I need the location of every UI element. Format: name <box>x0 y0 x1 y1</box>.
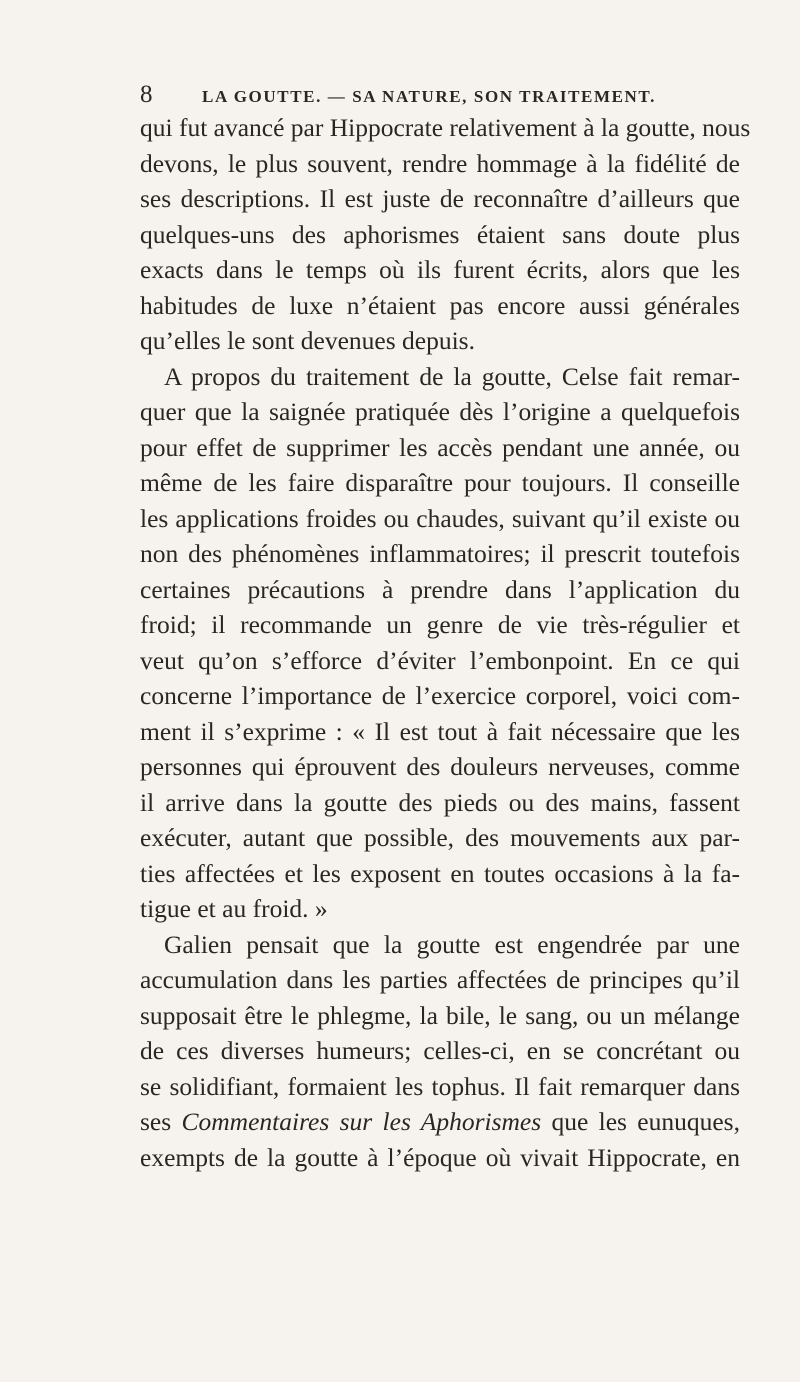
text-line: certaines précautions à prendre dans l’application du <box>140 574 740 604</box>
text-line: ses descriptions. Il est juste de reconnaître d’ailleurs que <box>140 184 740 213</box>
text-line: habitudes de luxe n’étaient pas encore aussi générales <box>140 290 740 320</box>
text-line: qu’elles le sont devenues depuis. <box>140 326 475 355</box>
text-line-with-italic-title <box>140 1104 740 1140</box>
text-line: il arrive dans la goutte des pieds ou des mains, fassent <box>140 787 740 817</box>
text-line: même de les faire disparaître pour toujours. Il conseille <box>140 468 740 497</box>
text-line: ties affectées et les exposent en toutes occasions à la fa- <box>140 858 740 888</box>
text-segment: ses <box>140 1107 182 1136</box>
running-head <box>140 80 740 110</box>
text-line: qui fut avancé par Hippocrate relativement à la goutte, nous <box>140 113 751 142</box>
text-line: ment il s’exprime : « Il est tout à fait nécessaire que les <box>140 716 740 746</box>
text-line: accumulation dans les parties affectées de principes qu’il <box>140 965 740 994</box>
text-segment: que les eunuques, <box>541 1107 740 1136</box>
text-line: exacts dans le temps où ils furent écrits, alors que les <box>140 255 740 284</box>
text-line: exécuter, autant que possible, des mouvements aux par- <box>140 823 740 852</box>
text-line: de ces diverses humeurs; celles-ci, en se concrétant ou <box>140 1036 740 1065</box>
text-line: concerne l’importance de l’exercice corporel, voici com- <box>140 681 740 710</box>
text-line: non des phénomènes inflammatoires; il prescrit toutefois <box>140 539 740 568</box>
body-text <box>140 110 751 1175</box>
text-line: se solidifiant, formaient les tophus. Il fait remarquer dans <box>140 1071 740 1101</box>
text-line: personnes qui éprouvent des douleurs nerveuses, comme <box>140 752 740 781</box>
text-line: A propos du traitement de la goutte, Celse fait remar- <box>164 361 740 391</box>
text-line: tigue et au froid. » <box>140 894 328 923</box>
page-number: 8 <box>140 81 153 108</box>
text-line: les applications froides ou chaudes, suivant qu’il existe ou <box>140 503 740 533</box>
italic-book-title: Commentaires sur les Aphorismes <box>181 1107 542 1136</box>
text-line: pour effet de supprimer les accès pendant une année, ou <box>140 432 740 462</box>
text-line: quelques-uns des aphorismes étaient sans doute plus <box>140 219 740 249</box>
text-line: veut qu’on s’efforce d’éviter l’embonpoint. En ce qui <box>140 645 740 675</box>
text-line: devons, le plus souvent, rendre hommage à la fidélité de <box>140 148 740 178</box>
text-line: Galien pensait que la goutte est engendrée par une <box>164 929 740 959</box>
text-line: quer que la saignée pratiquée dès l’origine a quelquefois <box>140 397 740 426</box>
text-line: froid; il recommande un genre de vie très-régulier et <box>140 610 740 639</box>
running-head-title: LA GOUTTE. — SA NATURE, SON TRAITEMENT. <box>202 87 656 106</box>
text-line: supposait être le phlegme, la bile, le sang, ou un mélange <box>140 1000 740 1030</box>
text-line: exempts de la goutte à l’époque où vivait Hippocrate, en <box>140 1142 740 1172</box>
